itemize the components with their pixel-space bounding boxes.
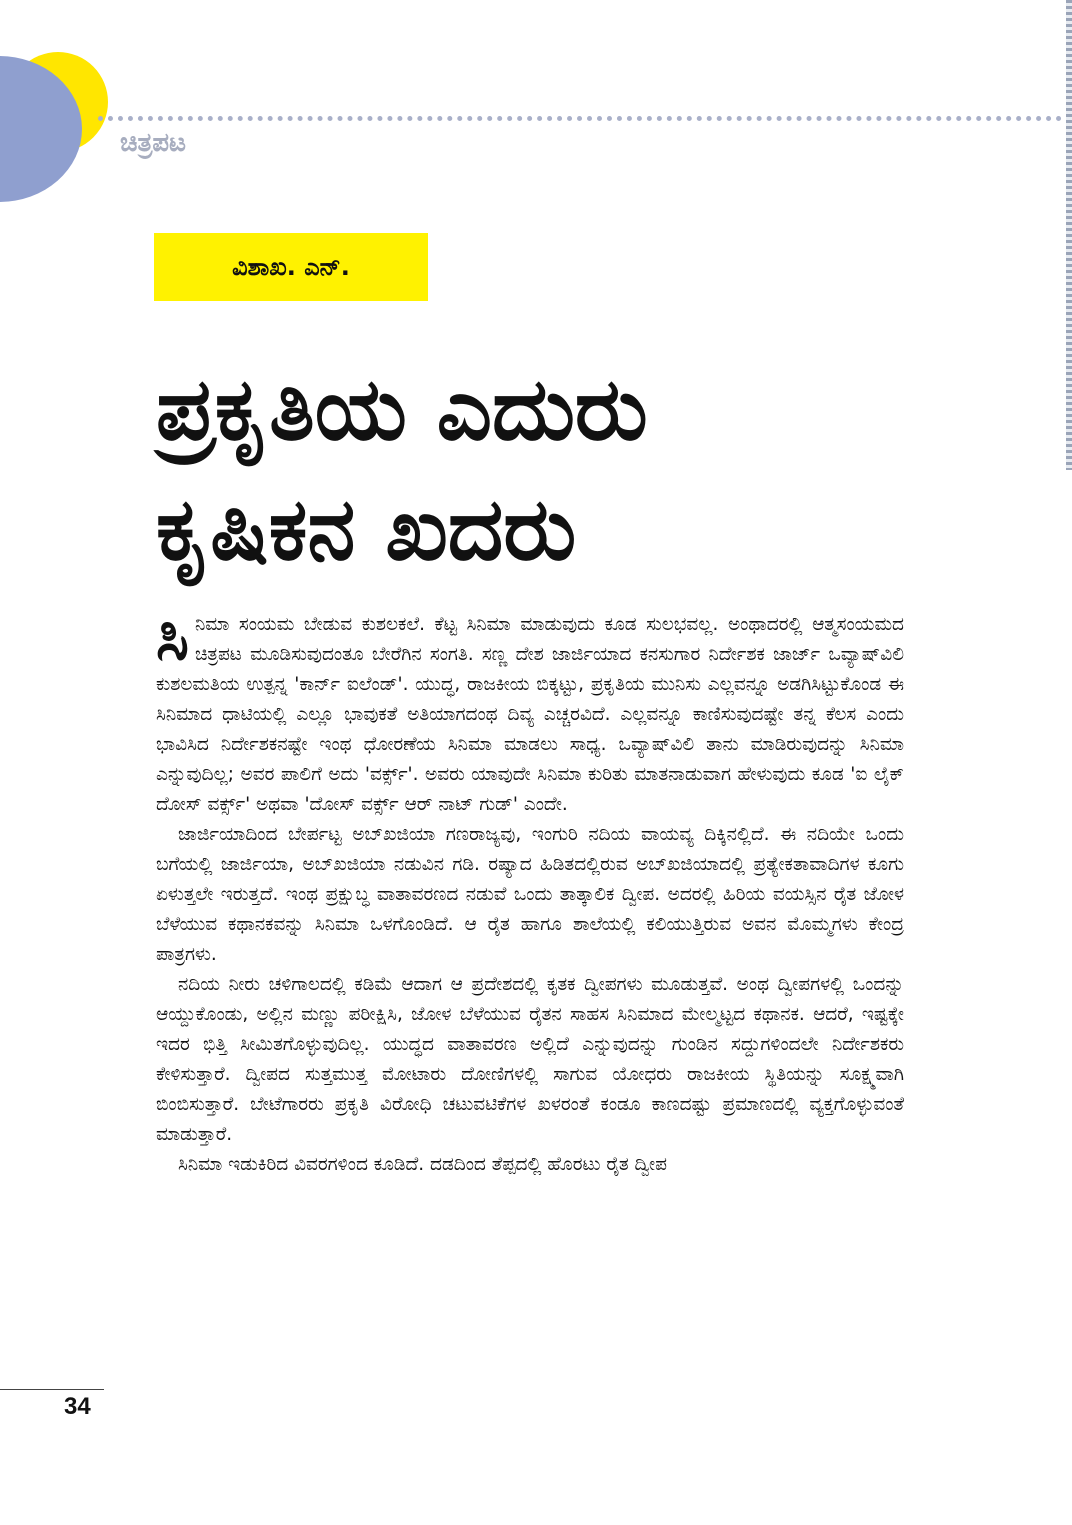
paragraph-1 <box>156 601 904 820</box>
dotted-header-rule <box>98 116 1072 121</box>
section-label: ಚಿತ್ರಪಟ <box>120 128 186 158</box>
page-edge-strip <box>1066 0 1072 470</box>
article-body <box>156 601 904 1180</box>
author-box <box>154 233 428 301</box>
headline-line-1: ಪ್ರಕೃತಿಯ ಎದುರು <box>156 360 648 460</box>
drop-cap: ಸಿ <box>156 601 189 674</box>
headline-line-2: ಕೃಷಿಕನ ಖದರು <box>156 480 577 580</box>
paragraph-2: ಜಾರ್ಜಿಯಾದಿಂದ ಬೇರ್ಪಟ್ಟ ಅಬ್‌ಖಜಿಯಾ ಗಣರಾಜ್ಯವು, ಇಂಗುರಿ ನದಿಯ ವಾಯವ್ಯ ದಿಕ್ಕಿನಲ್ಲಿದೆ. ಈ ನದಿಯೇ ಒಂದು ಬಗೆಯಲ್ಲಿ ಜಾರ್ಜಿಯಾ, ಅಬ್‌ಖಜಿಯಾ ನಡುವಿನ ಗಡಿ. ರಷ್ಯಾದ ಹಿಡಿತದಲ್ಲಿರುವ ಅಬ್‌ಖಜಿಯಾದಲ್ಲಿ ಪ್ರತ್ಯೇಕತಾವಾದಿಗಳ ಕೂಗು ಏಳುತ್ತಲೇ ಇರುತ್ತದೆ. ಇಂಥ ಪ್ರಕ್ಷುಬ್ಧ ವಾತಾವರಣದ ನಡುವೆ ಒಂದು ತಾತ್ಕಾಲಿಕ ದ್ವೀಪ. ಅದರಲ್ಲಿ ಹಿರಿಯ ವಯಸ್ಸಿನ ರೈತ ಜೋಳ ಬೆಳೆಯುವ ಕಥಾನಕವನ್ನು ಸಿನಿಮಾ ಒಳಗೊಂಡಿದೆ. ಆ ರೈತ ಹಾಗೂ ಶಾಲೆಯಲ್ಲಿ ಕಲಿಯುತ್ತಿರುವ ಅವನ ಮೊಮ್ಮಗಳು ಕೇಂದ್ರ ಪಾತ್ರಗಳು. <box>156 824 904 965</box>
paragraph-4: ಸಿನಿಮಾ ಇಡುಕಿರಿದ ವಿವರಗಳಿಂದ ಕೂಡಿದೆ. ದಡದಿಂದ ತೆಪ್ಪದಲ್ಲಿ ಹೊರಟು ರೈತ ದ್ವೀಪ <box>178 1154 667 1175</box>
article-headline <box>156 350 916 590</box>
paragraph-3: ನದಿಯ ನೀರು ಚಳಿಗಾಲದಲ್ಲಿ ಕಡಿಮೆ ಆದಾಗ ಆ ಪ್ರದೇಶದಲ್ಲಿ ಕೃತಕ ದ್ವೀಪಗಳು ಮೂಡುತ್ತವೆ. ಅಂಥ ದ್ವೀಪಗಳಲ್ಲಿ ಒಂದನ್ನು ಆಯ್ದುಕೊಂಡು, ಅಲ್ಲಿನ ಮಣ್ಣು ಪರೀಕ್ಷಿಸಿ, ಜೋಳ ಬೆಳೆಯುವ ರೈತನ ಸಾಹಸ ಸಿನಿಮಾದ ಮೇಲ್ಮಟ್ಟದ ಕಥಾನಕ. ಆದರೆ, ಇಷ್ಟಕ್ಕೇ ಇದರ ಭಿತ್ತಿ ಸೀಮಿತಗೊಳ್ಳುವುದಿಲ್ಲ. ಯುದ್ಧದ ವಾತಾವರಣ ಅಲ್ಲಿದೆ ಎನ್ನುವುದನ್ನು ಗುಂಡಿನ ಸದ್ದುಗಳಿಂದಲೇ ನಿರ್ದೇಶಕರು ಕೇಳಿಸುತ್ತಾರೆ. ದ್ವೀಪದ ಸುತ್ತಮುತ್ತ ಮೋಟಾರು ದೋಣಿಗಳಲ್ಲಿ ಸಾಗುವ ಯೋಧರು ರಾಜಕೀಯ ಸ್ಥಿತಿಯನ್ನು ಸೂಕ್ಷ್ಮವಾಗಿ ಬಿಂಬಿಸುತ್ತಾರೆ. ಬೇಟೆಗಾರರು ಪ್ರಕೃತಿ ವಿರೋಧಿ ಚಟುವಟಿಕೆಗಳ ಖಳರಂತೆ ಕಂಡೂ ಕಾಣದಷ್ಟು ಪ್ರಮಾಣದಲ್ಲಿ ವ್ಯಕ್ತಗೊಳ್ಳುವಂತೆ ಮಾಡುತ್ತಾರೆ. <box>156 974 904 1145</box>
footer-rule <box>0 1389 104 1390</box>
page-number: 34 <box>64 1393 91 1420</box>
author-name: ವಿಶಾಖ. ಎನ್. <box>232 253 350 281</box>
paragraph-1-text: ನಿಮಾ ಸಂಯಮ ಬೇಡುವ ಕುಶಲಕಲೆ. ಕೆಟ್ಟ ಸಿನಿಮಾ ಮಾಡುವುದು ಕೂಡ ಸುಲಭವಲ್ಲ. ಅಂಥಾದರಲ್ಲಿ ಆತ್ಮಸಂಯಮದ ಚಿತ್ರಪಟ ಮೂಡಿಸುವುದಂತೂ ಬೇರೆಗಿನ ಸಂಗತಿ. ಸಣ್ಣ ದೇಶ ಜಾರ್ಜಿಯಾದ ಕನಸುಗಾರ ನಿರ್ದೇಶಕ ಜಾರ್ಜ್ ಒವ್ಯಾಷ್‌ವಿಲಿ ಕುಶಲಮತಿಯ ಉತ್ಪನ್ನ 'ಕಾರ್ನ್ ಐಲೆಂಡ್'. ಯುದ್ಧ, ರಾಜಕೀಯ ಬಿಕ್ಕಟ್ಟು, ಪ್ರಕೃತಿಯ ಮುನಿಸು ಎಲ್ಲವನ್ನೂ ಅಡಗಿಸಿಟ್ಟುಕೊಂಡ ಈ ಸಿನಿಮಾದ ಧಾಟಿಯಲ್ಲಿ ಎಲ್ಲೂ ಭಾವುಕತೆ ಅತಿಯಾಗದಂಥ ದಿವ್ಯ ಎಚ್ಚರವಿದೆ. ಎಲ್ಲವನ್ನೂ ಕಾಣಿಸುವುದಷ್ಟೇ ತನ್ನ ಕೆಲಸ ಎಂದು ಭಾವಿಸಿದ ನಿರ್ದೇಶಕನಷ್ಟೇ ಇಂಥ ಧೋರಣೆಯ ಸಿನಿಮಾ ಮಾಡಲು ಸಾಧ್ಯ. ಒವ್ಯಾಷ್‌ವಿಲಿ ತಾನು ಮಾಡಿರುವುದನ್ನು ಸಿನಿಮಾ ಎನ್ನುವುದಿಲ್ಲ; ಅವರ ಪಾಲಿಗೆ ಅದು 'ವರ್ಕ್ಸ್'. ಅವರು ಯಾವುದೇ ಸಿನಿಮಾ ಕುರಿತು ಮಾತನಾಡುವಾಗ ಹೇಳುವುದು ಕೂಡ 'ಐ ಲೈಕ್ ದೋಸ್ ವರ್ಕ್ಸ್' ಅಥವಾ 'ದೋಸ್ ವರ್ಕ್ಸ್ ಆರ್ ನಾಟ್ ಗುಡ್' ಎಂದೇ. <box>156 614 904 815</box>
